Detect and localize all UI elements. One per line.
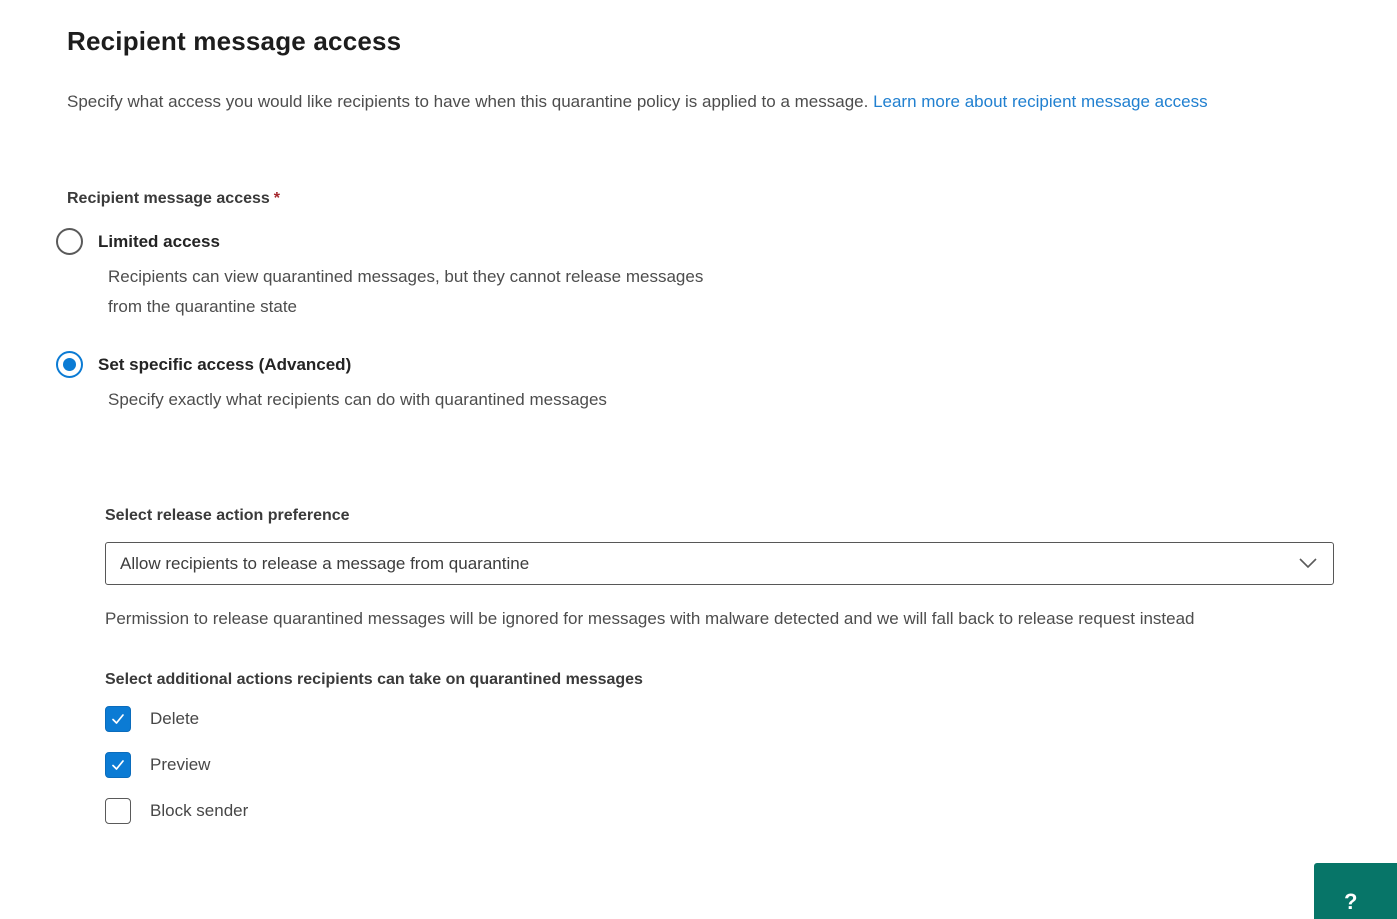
advanced-access-section xyxy=(105,507,1337,824)
help-button[interactable] xyxy=(1314,863,1397,919)
access-radio-group xyxy=(67,228,1337,415)
radio-button-icon[interactable] xyxy=(56,228,83,255)
radio-option-set-specific-access xyxy=(67,351,1337,415)
checkbox-label: Block sender xyxy=(150,801,249,820)
page-description xyxy=(67,88,1337,116)
learn-more-link[interactable]: Learn more about recipient message access xyxy=(873,92,1208,111)
chevron-down-icon[interactable] xyxy=(1299,558,1317,569)
dropdown-selected-value: Allow recipients to release a message from quarantine xyxy=(120,553,530,573)
checkbox-delete[interactable] xyxy=(105,706,1337,732)
radio-description: Specify exactly what recipients can do with quarantined messages xyxy=(108,390,607,409)
checkbox-label: Preview xyxy=(150,755,211,774)
checkbox-block-sender[interactable] xyxy=(105,798,1337,824)
checkbox-label: Delete xyxy=(150,709,200,728)
radio-set-specific-access[interactable] xyxy=(56,351,1337,378)
required-asterisk: * xyxy=(273,190,281,207)
question-mark-icon: ? xyxy=(1344,889,1358,914)
radio-button-icon[interactable] xyxy=(56,351,83,378)
checkbox-icon[interactable] xyxy=(105,798,131,824)
release-action-dropdown[interactable] xyxy=(105,542,1334,585)
page-description-text: Specify what access you would like recipients to have when this quarantine policy is applied to a message. xyxy=(67,92,874,111)
page-title: Recipient message access xyxy=(67,26,402,56)
radio-description: Recipients can view quarantined messages, but they cannot release messages from the quarantine state xyxy=(108,267,704,316)
additional-actions-label: Select additional actions recipients can take on quarantined messages xyxy=(105,671,643,688)
release-permission-note: Permission to release quarantined messages will be ignored for messages with malware detected and we will fall back to release request instead xyxy=(105,609,1195,628)
radio-option-limited-access xyxy=(67,228,1337,322)
release-preference-label: Select release action preference xyxy=(105,507,350,524)
access-field-label: Recipient message access * xyxy=(67,190,281,207)
additional-actions-checkbox-list xyxy=(105,706,1337,824)
checkbox-icon[interactable] xyxy=(105,752,131,778)
radio-label: Limited access xyxy=(98,231,220,251)
radio-label: Set specific access (Advanced) xyxy=(98,354,352,374)
radio-limited-access[interactable] xyxy=(56,228,1337,255)
checkbox-icon[interactable] xyxy=(105,706,131,732)
checkbox-preview[interactable] xyxy=(105,752,1337,778)
